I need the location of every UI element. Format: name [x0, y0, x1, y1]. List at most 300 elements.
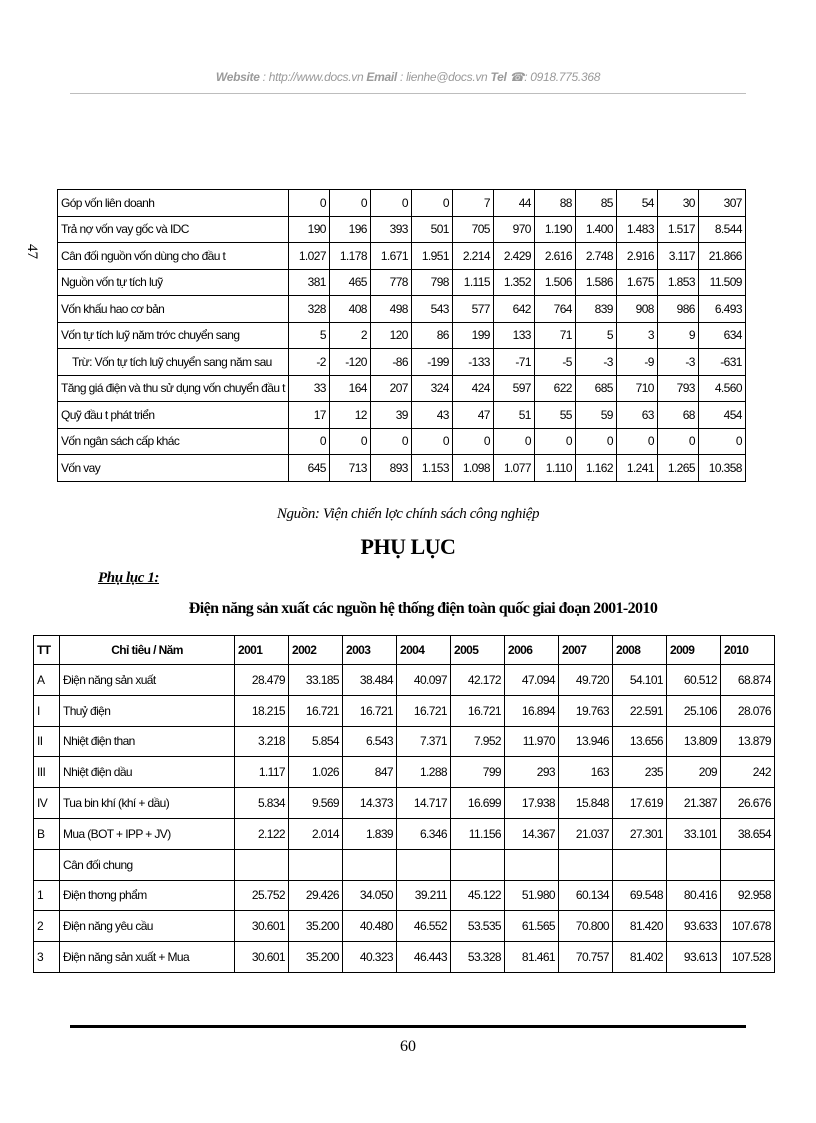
- table-cell: 1.671: [370, 243, 411, 270]
- table-cell: 1.586: [575, 269, 616, 296]
- table-cell: 39: [370, 402, 411, 429]
- table-cell: 38.654: [721, 818, 775, 849]
- table-cell: 16.894: [505, 695, 559, 726]
- table-cell: 6.346: [397, 818, 451, 849]
- table-cell: 0: [575, 428, 616, 455]
- table-cell: 1.839: [343, 818, 397, 849]
- table-cell: 1.400: [575, 216, 616, 243]
- row-label: Quỹ đầu t phát triển: [58, 402, 289, 429]
- table-cell: 29.426: [289, 880, 343, 911]
- table-cell: 43: [411, 402, 452, 429]
- table-row: [58, 428, 746, 455]
- table-cell: 6.493: [698, 296, 745, 323]
- table-cell: 5.854: [289, 726, 343, 757]
- table-cell: -5: [534, 349, 575, 376]
- table-cell: 55: [534, 402, 575, 429]
- row-label: Thuỷ điện: [60, 695, 235, 726]
- table-cell: -631: [698, 349, 745, 376]
- table-cell: 847: [343, 757, 397, 788]
- table-cell: [397, 849, 451, 880]
- table-cell: 0: [411, 428, 452, 455]
- table-cell: 54: [616, 190, 657, 217]
- table-cell: 642: [493, 296, 534, 323]
- table-cell: 307: [698, 190, 745, 217]
- table-cell: 5: [575, 322, 616, 349]
- table-cell: 133: [493, 322, 534, 349]
- table-cell: 1.117: [235, 757, 289, 788]
- table-cell: 17.619: [613, 788, 667, 819]
- table-cell: 68: [657, 402, 698, 429]
- table-cell: 38.484: [343, 665, 397, 696]
- table-cell: 0: [616, 428, 657, 455]
- table-row: [58, 190, 746, 217]
- table-cell: 63: [616, 402, 657, 429]
- row-label: Điện năng sản xuất + Mua: [60, 942, 235, 973]
- table-cell: 1.853: [657, 269, 698, 296]
- table-cell: [343, 849, 397, 880]
- table-cell: 17.938: [505, 788, 559, 819]
- table-cell: 793: [657, 375, 698, 402]
- row-label: Trả nợ vốn vay gốc và IDC: [58, 216, 289, 243]
- table-cell: 51.980: [505, 880, 559, 911]
- table-cell: 1.162: [575, 455, 616, 482]
- table-cell: 107.528: [721, 942, 775, 973]
- table-cell: 25.752: [235, 880, 289, 911]
- table-cell: 199: [452, 322, 493, 349]
- table-cell: 51: [493, 402, 534, 429]
- table-cell: 0: [329, 190, 370, 217]
- table-cell: 163: [559, 757, 613, 788]
- table-cell: 0: [657, 428, 698, 455]
- table-cell: 16.699: [451, 788, 505, 819]
- row-label: Vốn khấu hao cơ bản: [58, 296, 289, 323]
- column-header: 2010: [721, 636, 775, 665]
- row-label: Vốn ngân sách cấp khác: [58, 428, 289, 455]
- table-cell: 1.178: [329, 243, 370, 270]
- phone-icon: ☎: [509, 70, 525, 84]
- table-cell: 2.122: [235, 818, 289, 849]
- footer-divider: [70, 1025, 746, 1028]
- table-cell: 11.156: [451, 818, 505, 849]
- row-index: IV: [34, 788, 60, 819]
- table-cell: -3: [575, 349, 616, 376]
- table-cell: 622: [534, 375, 575, 402]
- table-row: [34, 911, 775, 942]
- table-cell: 839: [575, 296, 616, 323]
- tel-value: 0918.775.368: [530, 70, 601, 84]
- appendix-subtitle: Phụ lục 1:: [98, 570, 160, 586]
- table-cell: 597: [493, 375, 534, 402]
- email-label: Email: [366, 70, 397, 84]
- table-row: [34, 818, 775, 849]
- table-cell: 5.834: [235, 788, 289, 819]
- website-label: Website: [215, 70, 260, 84]
- table-cell: 47: [452, 402, 493, 429]
- table-cell: 16.721: [397, 695, 451, 726]
- table-cell: -3: [657, 349, 698, 376]
- table-cell: 40.323: [343, 942, 397, 973]
- table-cell: 16.721: [289, 695, 343, 726]
- table-cell: 685: [575, 375, 616, 402]
- table-cell: 93.613: [667, 942, 721, 973]
- table-cell: -133: [452, 349, 493, 376]
- table-cell: 634: [698, 322, 745, 349]
- table-cell: 9.569: [289, 788, 343, 819]
- column-header: 2001: [235, 636, 289, 665]
- row-index: A: [34, 665, 60, 696]
- table-cell: [613, 849, 667, 880]
- table-cell: 16.721: [343, 695, 397, 726]
- row-label: Nhiệt điện than: [60, 726, 235, 757]
- table-cell: 1.027: [288, 243, 329, 270]
- row-label: Vốn vay: [58, 455, 289, 482]
- table-cell: 209: [667, 757, 721, 788]
- table-row: [34, 849, 775, 880]
- table-cell: 30: [657, 190, 698, 217]
- table-cell: 1.951: [411, 243, 452, 270]
- table-cell: 2.429: [493, 243, 534, 270]
- table-cell: 7.952: [451, 726, 505, 757]
- table-cell: 13.946: [559, 726, 613, 757]
- table-cell: 19.763: [559, 695, 613, 726]
- table-cell: -2: [288, 349, 329, 376]
- table-cell: 3: [616, 322, 657, 349]
- table-cell: 1.265: [657, 455, 698, 482]
- table-cell: 71: [534, 322, 575, 349]
- table-cell: 39.211: [397, 880, 451, 911]
- table-cell: 3.117: [657, 243, 698, 270]
- table-cell: 21.037: [559, 818, 613, 849]
- table-cell: 14.717: [397, 788, 451, 819]
- row-label: Tua bin khí (khí + dầu): [60, 788, 235, 819]
- table-cell: 85: [575, 190, 616, 217]
- table-cell: [235, 849, 289, 880]
- table-cell: 2.616: [534, 243, 575, 270]
- table-cell: 1.517: [657, 216, 698, 243]
- table-cell: 0: [288, 428, 329, 455]
- table-cell: 293: [505, 757, 559, 788]
- table-cell: 40.097: [397, 665, 451, 696]
- side-page-number: 47: [24, 244, 40, 259]
- row-index: 2: [34, 911, 60, 942]
- table-row: [34, 942, 775, 973]
- table-cell: 2: [329, 322, 370, 349]
- table-cell: 0: [288, 190, 329, 217]
- column-header: 2006: [505, 636, 559, 665]
- table-cell: 54.101: [613, 665, 667, 696]
- table-cell: 381: [288, 269, 329, 296]
- table-cell: 1.288: [397, 757, 451, 788]
- table-cell: 45.122: [451, 880, 505, 911]
- table-row: [34, 695, 775, 726]
- table-cell: 26.676: [721, 788, 775, 819]
- table-row: [58, 216, 746, 243]
- table-cell: 92.958: [721, 880, 775, 911]
- page-number: 60: [400, 1038, 416, 1055]
- table-cell: 1.190: [534, 216, 575, 243]
- table-row: [58, 322, 746, 349]
- table-cell: 0: [452, 428, 493, 455]
- table-cell: 0: [370, 428, 411, 455]
- table-row: [58, 269, 746, 296]
- row-label: Tăng giá điện và thu sử dụng vốn chuyển đầu t: [58, 375, 289, 402]
- table-cell: 0: [411, 190, 452, 217]
- table-cell: 0: [370, 190, 411, 217]
- table-cell: 81.461: [505, 942, 559, 973]
- table-cell: 705: [452, 216, 493, 243]
- table-row: [34, 757, 775, 788]
- table-cell: 207: [370, 375, 411, 402]
- table-cell: [667, 849, 721, 880]
- table-cell: 59: [575, 402, 616, 429]
- table-cell: [559, 849, 613, 880]
- table-cell: 2.214: [452, 243, 493, 270]
- table-cell: 1.153: [411, 455, 452, 482]
- row-index: I: [34, 695, 60, 726]
- table-cell: 14.373: [343, 788, 397, 819]
- table-cell: 6.543: [343, 726, 397, 757]
- table-cell: 498: [370, 296, 411, 323]
- table-cell: 164: [329, 375, 370, 402]
- page-header: Website : http://www.docs.vn Email : lienhe@docs.vn Tel ☎: 0918.775.368: [215, 70, 601, 84]
- table-cell: 40.480: [343, 911, 397, 942]
- column-header: TT: [34, 636, 60, 665]
- table-cell: 1.077: [493, 455, 534, 482]
- table-cell: 11.970: [505, 726, 559, 757]
- table-cell: 28.076: [721, 695, 775, 726]
- table-cell: 645: [288, 455, 329, 482]
- column-header: 2003: [343, 636, 397, 665]
- table-cell: 0: [329, 428, 370, 455]
- column-header: 2009: [667, 636, 721, 665]
- table-cell: 2.916: [616, 243, 657, 270]
- row-index: 1: [34, 880, 60, 911]
- table-cell: 30.601: [235, 942, 289, 973]
- table-cell: 5: [288, 322, 329, 349]
- table-row: [58, 375, 746, 402]
- table-cell: 17: [288, 402, 329, 429]
- table-row: [58, 243, 746, 270]
- table-cell: 12: [329, 402, 370, 429]
- table-cell: 70.757: [559, 942, 613, 973]
- table-cell: 33: [288, 375, 329, 402]
- table-cell: 14.367: [505, 818, 559, 849]
- table-cell: 53.328: [451, 942, 505, 973]
- table-row: [34, 880, 775, 911]
- table-cell: 69.548: [613, 880, 667, 911]
- table-cell: 764: [534, 296, 575, 323]
- table-cell: 1.110: [534, 455, 575, 482]
- header-divider: [70, 93, 746, 94]
- table-cell: 543: [411, 296, 452, 323]
- email-link[interactable]: lienhe@docs.vn: [406, 70, 488, 84]
- table-cell: 22.591: [613, 695, 667, 726]
- column-header: 2008: [613, 636, 667, 665]
- table-cell: 7: [452, 190, 493, 217]
- table-cell: 13.656: [613, 726, 667, 757]
- table-cell: [505, 849, 559, 880]
- table-cell: 1.483: [616, 216, 657, 243]
- table-cell: 986: [657, 296, 698, 323]
- table-cell: 33.185: [289, 665, 343, 696]
- table-cell: -86: [370, 349, 411, 376]
- table-cell: [451, 849, 505, 880]
- table-cell: [721, 849, 775, 880]
- column-header: 2007: [559, 636, 613, 665]
- table-cell: 1.352: [493, 269, 534, 296]
- row-label: Nguồn vốn tự tích luỹ: [58, 269, 289, 296]
- table-cell: 13.809: [667, 726, 721, 757]
- row-label: Vốn tự tích luỹ năm trớc chuyển sang: [58, 322, 289, 349]
- table-cell: 27.301: [613, 818, 667, 849]
- table-cell: 81.402: [613, 942, 667, 973]
- table-cell: 424: [452, 375, 493, 402]
- table-cell: 2.014: [289, 818, 343, 849]
- table-cell: 465: [329, 269, 370, 296]
- appendix-title: PHỤ LỤC: [360, 534, 456, 559]
- column-header: Chỉ tiêu / Năm: [60, 636, 235, 665]
- table-cell: 710: [616, 375, 657, 402]
- table-cell: 11.509: [698, 269, 745, 296]
- table-cell: 30.601: [235, 911, 289, 942]
- table-row: [34, 726, 775, 757]
- table-cell: 35.200: [289, 942, 343, 973]
- table-cell: 713: [329, 455, 370, 482]
- table-row: [58, 349, 746, 376]
- table-cell: 324: [411, 375, 452, 402]
- table2-title: Điện năng sản xuất các nguồn hệ thống điện toàn quốc giai đoạn 2001-2010: [188, 600, 658, 617]
- row-index: II: [34, 726, 60, 757]
- table-cell: 328: [288, 296, 329, 323]
- table-cell: 18.215: [235, 695, 289, 726]
- row-label: Góp vốn liên doanh: [58, 190, 289, 217]
- row-label: Điện năng yêu cầu: [60, 911, 235, 942]
- table-cell: 61.565: [505, 911, 559, 942]
- table-cell: 4.560: [698, 375, 745, 402]
- table-cell: 21.866: [698, 243, 745, 270]
- table-cell: 0: [493, 428, 534, 455]
- table-cell: 35.200: [289, 911, 343, 942]
- table-cell: 70.800: [559, 911, 613, 942]
- table-cell: 34.050: [343, 880, 397, 911]
- table-cell: 190: [288, 216, 329, 243]
- table-cell: 408: [329, 296, 370, 323]
- electricity-production-table: [33, 635, 775, 973]
- table-cell: 88: [534, 190, 575, 217]
- table-cell: 970: [493, 216, 534, 243]
- table-cell: 42.172: [451, 665, 505, 696]
- table-cell: 1.026: [289, 757, 343, 788]
- table-cell: 120: [370, 322, 411, 349]
- row-index: B: [34, 818, 60, 849]
- tel-label: Tel: [490, 70, 507, 84]
- table-cell: 454: [698, 402, 745, 429]
- table-cell: -9: [616, 349, 657, 376]
- table-cell: 798: [411, 269, 452, 296]
- table-cell: 93.633: [667, 911, 721, 942]
- column-header: 2005: [451, 636, 505, 665]
- row-index: 3: [34, 942, 60, 973]
- table-cell: 2.748: [575, 243, 616, 270]
- row-index: [34, 849, 60, 880]
- table-cell: 15.848: [559, 788, 613, 819]
- table-cell: 577: [452, 296, 493, 323]
- table-cell: 501: [411, 216, 452, 243]
- table-cell: 1.506: [534, 269, 575, 296]
- table-cell: 21.387: [667, 788, 721, 819]
- table-cell: 25.106: [667, 695, 721, 726]
- column-header: 2004: [397, 636, 451, 665]
- table-cell: [289, 849, 343, 880]
- row-label: Nhiệt điện dầu: [60, 757, 235, 788]
- row-label: Trừ: Vốn tự tích luỹ chuyển sang năm sau: [58, 349, 289, 376]
- table-cell: 8.544: [698, 216, 745, 243]
- row-label: Cân đối chung: [60, 849, 235, 880]
- table-cell: -120: [329, 349, 370, 376]
- table-cell: 68.874: [721, 665, 775, 696]
- table-cell: 235: [613, 757, 667, 788]
- capital-sources-table: [57, 189, 746, 482]
- row-index: III: [34, 757, 60, 788]
- table-cell: 107.678: [721, 911, 775, 942]
- table-cell: 893: [370, 455, 411, 482]
- table-cell: 80.416: [667, 880, 721, 911]
- table-cell: 13.879: [721, 726, 775, 757]
- table-cell: 9: [657, 322, 698, 349]
- table-cell: 46.552: [397, 911, 451, 942]
- table-cell: 1.241: [616, 455, 657, 482]
- table-cell: 28.479: [235, 665, 289, 696]
- table-cell: 16.721: [451, 695, 505, 726]
- table-cell: 778: [370, 269, 411, 296]
- table-cell: 0: [698, 428, 745, 455]
- column-header: 2002: [289, 636, 343, 665]
- row-label: Điện năng sản xuất: [60, 665, 235, 696]
- row-label: Điện thơng phẩm: [60, 880, 235, 911]
- table-cell: 799: [451, 757, 505, 788]
- table-row: [58, 402, 746, 429]
- table-cell: 1.098: [452, 455, 493, 482]
- table-cell: 53.535: [451, 911, 505, 942]
- table-cell: 393: [370, 216, 411, 243]
- row-label: Cân đối nguồn vốn dùng cho đầu t: [58, 243, 289, 270]
- table-cell: 60.134: [559, 880, 613, 911]
- table-cell: 44: [493, 190, 534, 217]
- table-cell: 47.094: [505, 665, 559, 696]
- table-cell: 1.115: [452, 269, 493, 296]
- table-cell: 60.512: [667, 665, 721, 696]
- table-row: [34, 788, 775, 819]
- table-cell: 81.420: [613, 911, 667, 942]
- table-row: [58, 296, 746, 323]
- table-cell: 3.218: [235, 726, 289, 757]
- table-row: [58, 455, 746, 482]
- table-cell: 1.675: [616, 269, 657, 296]
- website-link[interactable]: http://www.docs.vn: [268, 70, 364, 84]
- table-cell: -71: [493, 349, 534, 376]
- table-cell: 196: [329, 216, 370, 243]
- source-note: Nguồn: Viện chiến lợc chính sách công nghiệp: [276, 506, 540, 522]
- table-cell: 7.371: [397, 726, 451, 757]
- row-label: Mua (BOT + IPP + JV): [60, 818, 235, 849]
- table-cell: 242: [721, 757, 775, 788]
- table-cell: 49.720: [559, 665, 613, 696]
- table-cell: 10.358: [698, 455, 745, 482]
- table-cell: 46.443: [397, 942, 451, 973]
- table-cell: 0: [534, 428, 575, 455]
- table-cell: 86: [411, 322, 452, 349]
- table-row: [34, 665, 775, 696]
